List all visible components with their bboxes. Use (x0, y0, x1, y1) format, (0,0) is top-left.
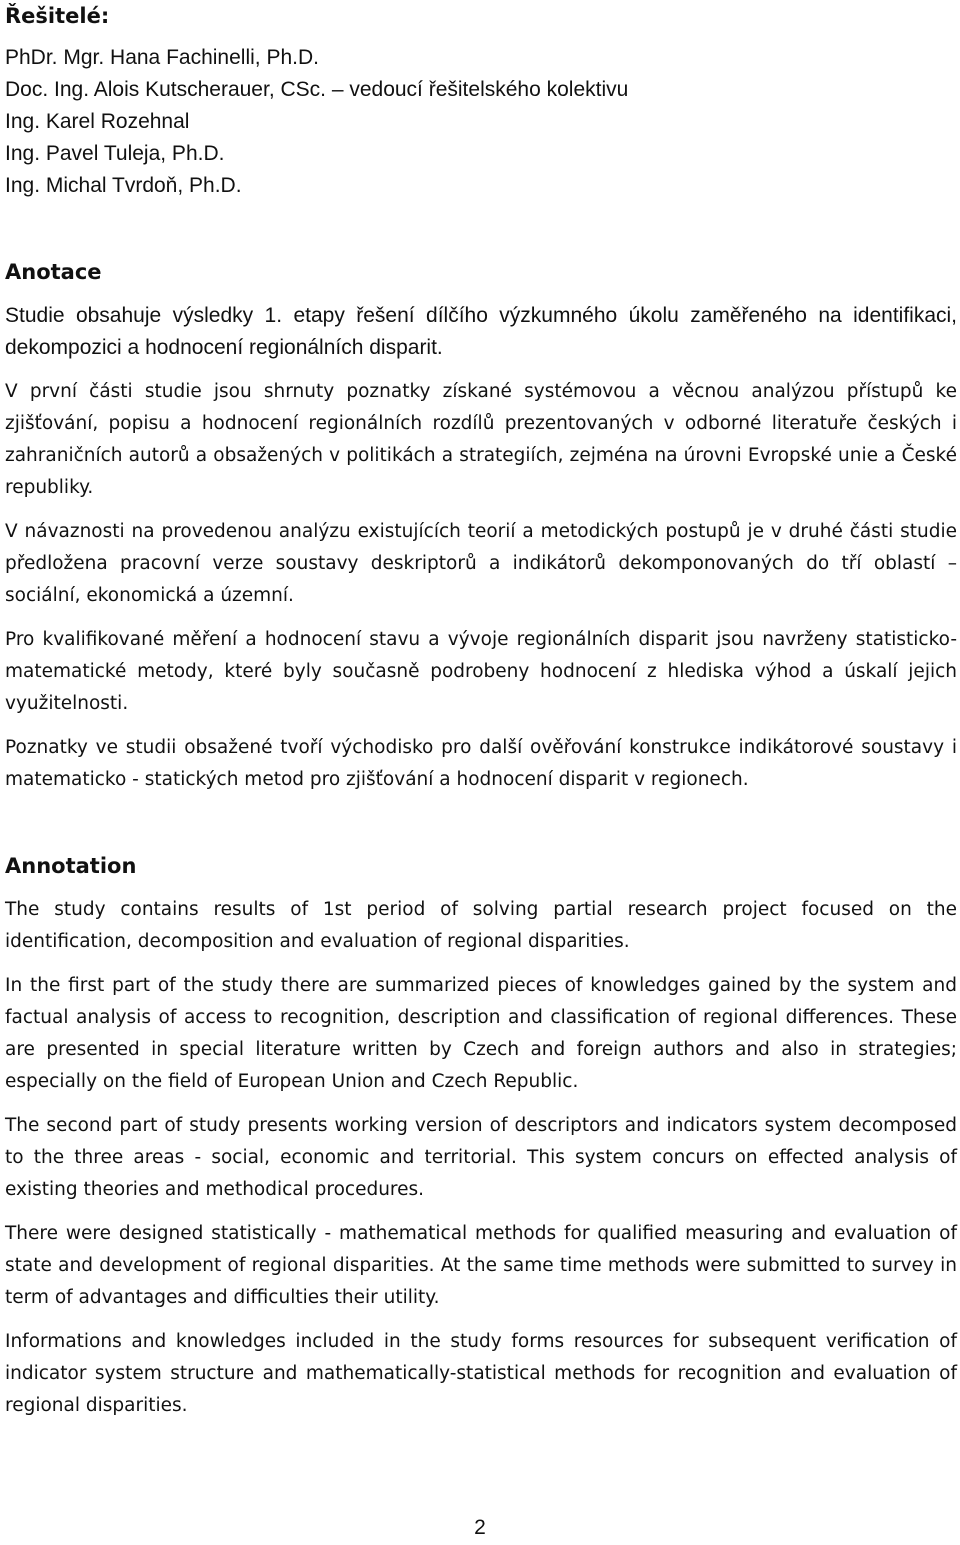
anotace-paragraph: V první části studie jsou shrnuty poznatky získané systémovou a věcnou analýzou přístupů ke zjišťování, popisu a hodnocení regionálních rozdílů prezentovaných v odborné literatuře českých i zahraničních autorů a obsažených v politikách a strategiích, zejména na úrovni Evropské unie a České republiky. (5, 381, 957, 498)
resitele-heading: Řešitelé: (5, 4, 110, 28)
anotace-heading: Anotace (5, 260, 102, 284)
resitele-list (5, 42, 628, 202)
anotace-paragraph: Poznatky ve studii obsažené tvoří východisko pro další ověřování konstrukce indikátorové soustavy i matematicko - statických metod pro zjišťování a hodnocení disparit v regionech. (5, 737, 957, 790)
annotation-paragraph: In the first part of the study there are summarized pieces of knowledges gained by the system and factual analysis of access to recognition, description and classification of regional differences. These are presented in special literature written by Czech and foreign authors and also in strategies; especially on the field of European Union and Czech Republic. (5, 975, 957, 1092)
anotace-intro: Studie obsahuje výsledky 1. etapy řešení dílčího výzkumného úkolu zaměřeného na identifikaci, dekompozici a hodnocení regionálních disparit. (5, 304, 957, 359)
annotation-paragraph: The study contains results of 1st period of solving partial research project focused on the identification, decomposition and evaluation of regional disparities. (5, 899, 957, 952)
resitel-member: PhDr. Mgr. Hana Fachinelli, Ph.D. (5, 46, 319, 69)
resitel-member: Doc. Ing. Alois Kutscherauer, CSc. – vedoucí řešitelského kolektivu (5, 78, 629, 101)
anotace-body (5, 300, 957, 796)
resitel-member: Ing. Pavel Tuleja, Ph.D. (5, 142, 225, 165)
annotation-body (5, 894, 957, 1422)
annotation-paragraph: Informations and knowledges included in the study forms resources for subsequent verification of indicator system structure and mathematically-statistical methods for recognition and evaluation of regional disparities. (5, 1331, 957, 1416)
anotace-paragraph: V návaznosti na provedenou analýzu existujících teorií a metodických postupů je v druhé části studie předložena pracovní verze soustavy deskriptorů a indikátorů dekomponovaných do tří oblastí – sociální, ekonomická a územní. (5, 521, 957, 606)
anotace-paragraph: Pro kvalifikované měření a hodnocení stavu a vývoje regionálních disparit jsou navrženy statisticko-matematické metody, které byly současně podrobeny hodnocení z hlediska výhod a úskalí jejich využitelnosti. (5, 629, 957, 714)
annotation-paragraph: There were designed statistically - mathematical methods for qualified measuring and evaluation of state and development of regional disparities. At the same time methods were submitted to survey in term of advantages and difficulties their utility. (5, 1223, 957, 1308)
annotation-paragraph: The second part of study presents working version of descriptors and indicators system decomposed to the three areas - social, economic and territorial. This system concurs on effected analysis of existing theories and methodical procedures. (5, 1115, 957, 1200)
page-number: 2 (474, 1516, 486, 1539)
annotation-heading: Annotation (5, 854, 137, 878)
resitel-member: Ing. Michal Tvrdoň, Ph.D. (5, 174, 242, 197)
resitel-member: Ing. Karel Rozehnal (5, 110, 190, 133)
